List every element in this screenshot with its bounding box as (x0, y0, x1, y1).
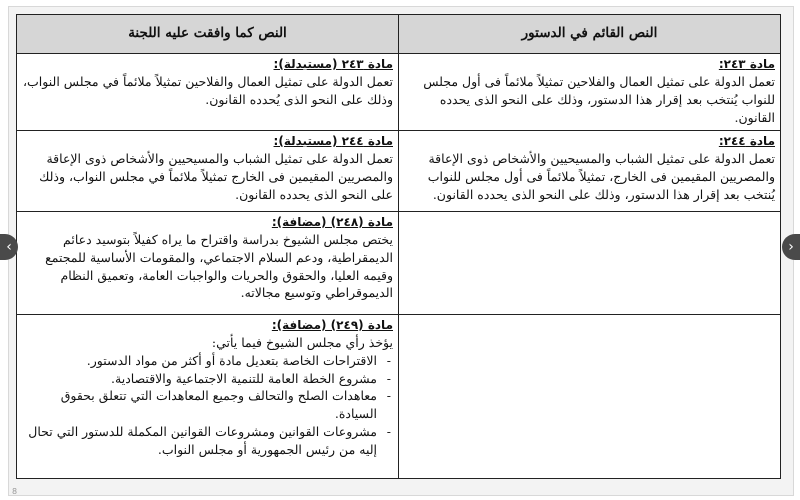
comparison-table (16, 14, 781, 479)
approved-cell (17, 54, 399, 131)
list-item: - مشروع الخطة العامة للتنمية الاجتماعية والاقتصادية. (22, 370, 379, 388)
approved-cell (17, 131, 399, 212)
approved-cell (17, 315, 399, 479)
article-title: مادة (٢٤٩) (مضافة): (271, 318, 393, 332)
article-title: مادة ٢٤٤ (مستبدلة): (273, 134, 393, 148)
list-item: - مشروعات القوانين ومشروعات القوانين المكملة للدستور التي تحال إليه من رئيس الجمهورية أو مجلس النواب. (22, 423, 379, 459)
list-item: - معاهدات الصلح والتحالف وجميع المعاهدات التي تتعلق بحقوق السيادة. (22, 387, 379, 423)
article-text: يؤخذ رأي مجلس الشيوخ فيما يأتي: (211, 335, 393, 351)
current-cell (399, 212, 781, 315)
current-cell (399, 131, 781, 212)
table-row (17, 315, 781, 479)
current-cell (399, 54, 781, 131)
article-items-list (22, 352, 393, 459)
article-text: تعمل الدولة على تمثيل الشباب والمسيحيين والأشخاص ذوى الإعاقة والمصريين المقيمين فى الخارج، تمثيلاً ملائماً فى أول مجلس للنواب يُنتخب بعد إقرار هذا الدستور، وذلك على النحو الذى يحدده القانون. (427, 151, 775, 202)
article-text: تعمل الدولة على تمثيل العمال والفلاحين تمثيلاً ملائماً في مجلس النواب، وذلك على النحو الذى يُحدده القانون. (23, 74, 393, 107)
article-title: مادة ٢٤٣ (مستبدلة): (273, 57, 393, 71)
table-row (17, 131, 781, 212)
previous-arrow-icon[interactable]: ‹ (0, 234, 18, 260)
header-current: النص القائم في الدستور (399, 15, 781, 54)
article-title: مادة ٢٤٤: (718, 134, 775, 148)
header-approved: النص كما وافقت عليه اللجنة (17, 15, 399, 54)
article-title: مادة ٢٤٣: (718, 57, 775, 71)
corner-mark: 8 (12, 487, 18, 496)
next-arrow-icon[interactable]: › (782, 234, 800, 260)
table-row (17, 212, 781, 315)
current-cell (399, 315, 781, 479)
article-text: تعمل الدولة على تمثيل العمال والفلاحين تمثيلاً ملائماً فى أول مجلس للنواب يُنتخب بعد إقرار هذا الدستور، وذلك على النحو الذى يحدده القانون. (423, 74, 775, 125)
list-item: - الاقتراحات الخاصة بتعديل مادة أو أكثر من مواد الدستور. (22, 352, 379, 370)
article-title: مادة (٢٤٨) (مضافة): (271, 215, 393, 229)
article-text: تعمل الدولة على تمثيل الشباب والمسيحيين والأشخاص ذوى الإعاقة والمصريين المقيمين فى الخارج تمثيلاً ملائماً في مجلس النواب، وذلك على النحو الذى يحدده القانون. (39, 151, 393, 202)
article-text: يختص مجلس الشيوخ بدراسة واقتراح ما يراه كفيلاً بتوسيد دعائم الديمقراطية، ودعم السلام الاجتماعي، والمقومات الأساسية للمجتمع وقيمه العليا، والحقوق والحريات والواجبات العامة، وتعميق النظام الديموقراطي وتوسيع مجالاته. (45, 232, 393, 301)
approved-cell (17, 212, 399, 315)
table-row (17, 54, 781, 131)
header-row (17, 15, 781, 54)
